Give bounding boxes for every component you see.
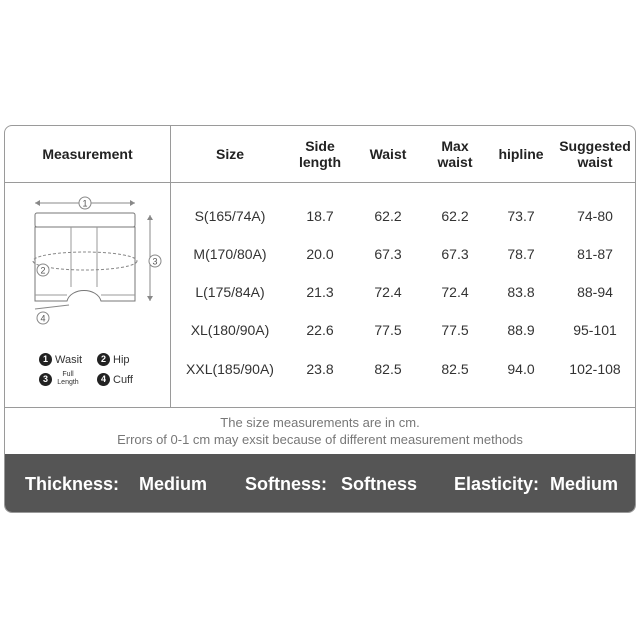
legend-waist-label: Wasit — [55, 353, 83, 366]
header-suggested-waist: Suggested waist — [559, 138, 631, 170]
cell-max-waist: 82.5 — [441, 361, 469, 377]
size-chart-card — [4, 125, 636, 513]
cell-waist: 67.3 — [374, 246, 402, 262]
cell-max-waist: 77.5 — [441, 322, 469, 338]
section-divider — [5, 407, 635, 408]
boxer-briefs-illustration — [5, 183, 170, 407]
measurement-diagram — [5, 183, 170, 407]
cell-size: S(165/74A) — [194, 208, 266, 224]
cell-size: L(175/84A) — [195, 284, 265, 300]
cell-hipline: 88.9 — [507, 322, 535, 338]
cell-max-waist: 67.3 — [441, 246, 469, 262]
cell-suggested-waist: 102-108 — [569, 361, 621, 377]
cell-waist: 62.2 — [374, 208, 402, 224]
marker-4: 4 — [40, 313, 46, 324]
legend-cuff-label: Cuff — [113, 373, 133, 386]
legend-cuff-num: 4 — [97, 373, 110, 386]
cell-suggested-waist: 88-94 — [577, 284, 613, 300]
legend-hip — [97, 353, 130, 366]
fabric-properties-bar — [5, 454, 635, 513]
legend-cuff — [97, 373, 133, 386]
cell-side-length: 23.8 — [306, 361, 334, 377]
note-units: The size measurements are in cm. — [220, 415, 420, 430]
legend-waist — [39, 353, 82, 366]
cell-side-length: 20.0 — [306, 246, 334, 262]
cell-size: XXL(185/90A) — [186, 361, 274, 377]
legend-hip-label: Hip — [113, 353, 130, 366]
legend-hip-num: 2 — [97, 353, 110, 366]
cell-max-waist: 62.2 — [441, 208, 469, 224]
cell-suggested-waist: 95-101 — [573, 322, 617, 338]
cell-hipline: 83.8 — [507, 284, 535, 300]
cell-side-length: 22.6 — [306, 322, 334, 338]
cell-suggested-waist: 81-87 — [577, 246, 613, 262]
cell-waist: 82.5 — [374, 361, 402, 377]
table-header-row — [5, 126, 635, 183]
header-hipline: hipline — [498, 146, 544, 162]
header-max-waist: Max waist — [437, 138, 473, 170]
cell-max-waist: 72.4 — [441, 284, 469, 300]
header-waist: Waist — [369, 146, 407, 162]
cell-size: XL(180/90A) — [190, 322, 270, 338]
cell-waist: 72.4 — [374, 284, 402, 300]
softness-value: Softness — [341, 474, 418, 494]
note-errors: Errors of 0-1 cm may exsit because of different measurement methods — [117, 432, 523, 447]
cell-size: M(170/80A) — [193, 246, 267, 262]
thickness-value: Medium — [139, 474, 208, 494]
marker-2: 2 — [40, 265, 46, 276]
cell-hipline: 78.7 — [507, 246, 535, 262]
thickness-label: Thickness: — [25, 474, 120, 494]
legend-full-length-label: Full Length — [57, 371, 79, 386]
cell-side-length: 21.3 — [306, 284, 334, 300]
header-size: Size — [215, 146, 244, 162]
cell-suggested-waist: 74-80 — [577, 208, 613, 224]
legend-full-length-num: 3 — [39, 373, 52, 386]
elasticity-value: Medium — [550, 474, 619, 494]
marker-3: 3 — [152, 256, 158, 267]
header-measurement: Measurement — [42, 146, 133, 162]
column-divider — [170, 126, 171, 407]
cell-waist: 77.5 — [374, 322, 402, 338]
elasticity-label: Elasticity: — [454, 474, 540, 494]
header-side-length: Side length — [299, 138, 341, 170]
cell-side-length: 18.7 — [306, 208, 334, 224]
cell-hipline: 73.7 — [507, 208, 535, 224]
legend-waist-num: 1 — [39, 353, 52, 366]
cell-hipline: 94.0 — [507, 361, 535, 377]
legend-full-length — [39, 371, 81, 387]
softness-label: Softness: — [245, 474, 328, 494]
marker-1: 1 — [82, 198, 88, 209]
